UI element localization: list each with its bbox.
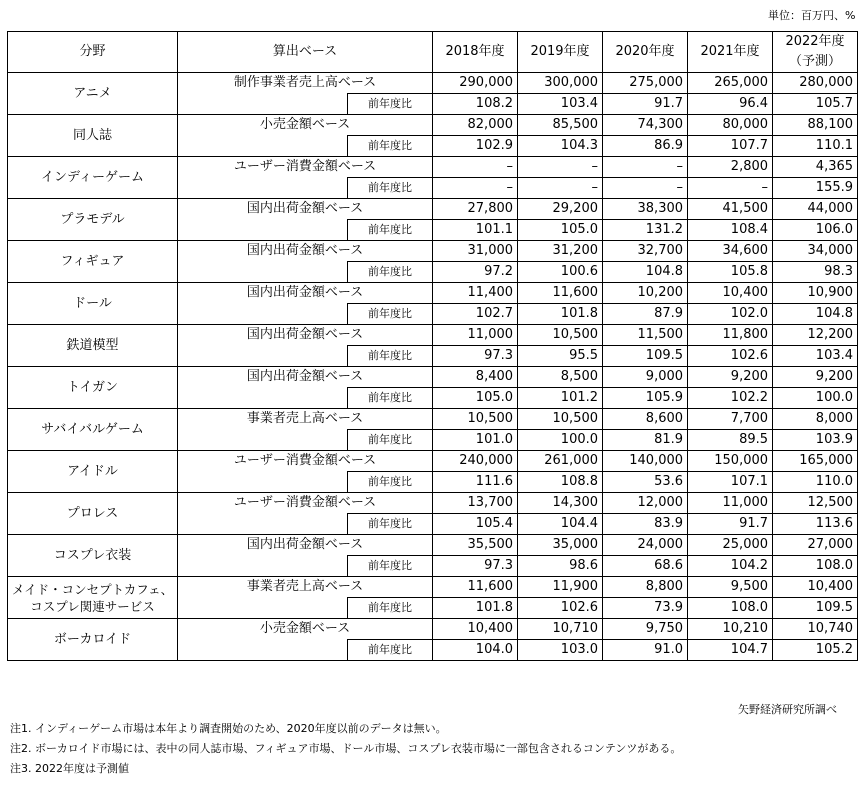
yoy-cell: – bbox=[688, 178, 773, 199]
yoy-cell: 102.0 bbox=[688, 304, 773, 325]
base-blank-cell bbox=[178, 640, 348, 661]
value-cell: 290,000 bbox=[433, 73, 518, 94]
yoy-cell: 109.5 bbox=[773, 598, 858, 619]
yoy-cell: 103.9 bbox=[773, 430, 858, 451]
value-cell: 11,400 bbox=[433, 283, 518, 304]
yoy-cell: 87.9 bbox=[603, 304, 688, 325]
value-cell: 11,600 bbox=[518, 283, 603, 304]
header-forecast-note: （予測） bbox=[789, 54, 842, 69]
base-blank-cell bbox=[178, 94, 348, 115]
yoy-cell: 81.9 bbox=[603, 430, 688, 451]
yoy-label: 前年度比 bbox=[348, 430, 433, 451]
table-row bbox=[8, 73, 858, 94]
value-cell: 150,000 bbox=[688, 451, 773, 472]
value-cell: – bbox=[433, 157, 518, 178]
market-size-table bbox=[7, 31, 858, 661]
yoy-cell: 155.9 bbox=[773, 178, 858, 199]
yoy-label: 前年度比 bbox=[348, 136, 433, 157]
value-cell: – bbox=[518, 157, 603, 178]
category-cell: ボーカロイド bbox=[8, 619, 178, 661]
yoy-cell: – bbox=[433, 178, 518, 199]
category-name-line2: コスプレ関連サービス bbox=[30, 598, 155, 614]
yoy-cell: 97.3 bbox=[433, 346, 518, 367]
yoy-cell: 100.0 bbox=[773, 388, 858, 409]
value-cell: 14,300 bbox=[518, 493, 603, 514]
value-cell: 27,800 bbox=[433, 199, 518, 220]
value-cell: 12,500 bbox=[773, 493, 858, 514]
yoy-cell: 102.7 bbox=[433, 304, 518, 325]
yoy-cell: 106.0 bbox=[773, 220, 858, 241]
value-cell: – bbox=[603, 157, 688, 178]
category-cell: インディーゲーム bbox=[8, 157, 178, 199]
yoy-cell: 91.7 bbox=[688, 514, 773, 535]
value-cell: 9,500 bbox=[688, 577, 773, 598]
value-cell: 10,900 bbox=[773, 283, 858, 304]
table-row bbox=[8, 535, 858, 556]
notes bbox=[10, 719, 681, 779]
yoy-label: 前年度比 bbox=[348, 94, 433, 115]
yoy-cell: 98.3 bbox=[773, 262, 858, 283]
value-cell: 2,800 bbox=[688, 157, 773, 178]
yoy-label: 前年度比 bbox=[348, 598, 433, 619]
category-cell: コスプレ衣装 bbox=[8, 535, 178, 577]
value-cell: 9,200 bbox=[688, 367, 773, 388]
yoy-cell: 100.0 bbox=[518, 430, 603, 451]
value-cell: 38,300 bbox=[603, 199, 688, 220]
value-cell: 8,800 bbox=[603, 577, 688, 598]
yoy-cell: 68.6 bbox=[603, 556, 688, 577]
yoy-cell: 100.6 bbox=[518, 262, 603, 283]
yoy-cell: 102.2 bbox=[688, 388, 773, 409]
value-cell: 27,000 bbox=[773, 535, 858, 556]
yoy-cell: 73.9 bbox=[603, 598, 688, 619]
base-cell: 国内出荷金額ベース bbox=[178, 367, 433, 388]
yoy-cell: 110.1 bbox=[773, 136, 858, 157]
note-1: 注1. インディーゲーム市場は本年より調査開始のため、2020年度以前のデータは無い。 bbox=[10, 722, 447, 735]
base-cell: 事業者売上高ベース bbox=[178, 577, 433, 598]
yoy-cell: 111.6 bbox=[433, 472, 518, 493]
yoy-cell: 131.2 bbox=[603, 220, 688, 241]
yoy-cell: 109.5 bbox=[603, 346, 688, 367]
yoy-cell: 107.7 bbox=[688, 136, 773, 157]
category-cell: プロレス bbox=[8, 493, 178, 535]
value-cell: 31,200 bbox=[518, 241, 603, 262]
value-cell: 12,200 bbox=[773, 325, 858, 346]
yoy-label: 前年度比 bbox=[348, 262, 433, 283]
yoy-cell: 105.2 bbox=[773, 640, 858, 661]
value-cell: 35,000 bbox=[518, 535, 603, 556]
yoy-cell: 101.8 bbox=[433, 598, 518, 619]
source-label: 矢野経済研究所調べ bbox=[738, 703, 837, 716]
yoy-cell: 104.4 bbox=[518, 514, 603, 535]
yoy-label: 前年度比 bbox=[348, 304, 433, 325]
value-cell: 140,000 bbox=[603, 451, 688, 472]
yoy-cell: 107.1 bbox=[688, 472, 773, 493]
value-cell: 74,300 bbox=[603, 115, 688, 136]
value-cell: 35,500 bbox=[433, 535, 518, 556]
yoy-label: 前年度比 bbox=[348, 514, 433, 535]
value-cell: 11,600 bbox=[433, 577, 518, 598]
value-cell: 88,100 bbox=[773, 115, 858, 136]
table-row bbox=[8, 325, 858, 346]
base-cell: 小売金額ベース bbox=[178, 619, 433, 640]
base-blank-cell bbox=[178, 556, 348, 577]
value-cell: 12,000 bbox=[603, 493, 688, 514]
yoy-cell: 103.0 bbox=[518, 640, 603, 661]
yoy-label: 前年度比 bbox=[348, 472, 433, 493]
base-blank-cell bbox=[178, 304, 348, 325]
value-cell: 9,750 bbox=[603, 619, 688, 640]
category-cell: サバイバルゲーム bbox=[8, 409, 178, 451]
yoy-cell: 86.9 bbox=[603, 136, 688, 157]
value-cell: 9,000 bbox=[603, 367, 688, 388]
base-cell: 国内出荷金額ベース bbox=[178, 199, 433, 220]
value-cell: 13,700 bbox=[433, 493, 518, 514]
table-row bbox=[8, 367, 858, 388]
base-cell: ユーザー消費金額ベース bbox=[178, 451, 433, 472]
table-row bbox=[8, 199, 858, 220]
yoy-cell: 104.3 bbox=[518, 136, 603, 157]
yoy-cell: 104.0 bbox=[433, 640, 518, 661]
value-cell: 265,000 bbox=[688, 73, 773, 94]
yoy-cell: 96.4 bbox=[688, 94, 773, 115]
value-cell: 300,000 bbox=[518, 73, 603, 94]
base-blank-cell bbox=[178, 430, 348, 451]
base-blank-cell bbox=[178, 598, 348, 619]
base-cell: 国内出荷金額ベース bbox=[178, 325, 433, 346]
yoy-cell: 83.9 bbox=[603, 514, 688, 535]
yoy-cell: 105.8 bbox=[688, 262, 773, 283]
yoy-cell: 105.0 bbox=[433, 388, 518, 409]
table-row bbox=[8, 493, 858, 514]
yoy-cell: 105.9 bbox=[603, 388, 688, 409]
yoy-cell: 104.2 bbox=[688, 556, 773, 577]
value-cell: 85,500 bbox=[518, 115, 603, 136]
value-cell: 275,000 bbox=[603, 73, 688, 94]
yoy-cell: 95.5 bbox=[518, 346, 603, 367]
value-cell: 7,700 bbox=[688, 409, 773, 430]
yoy-cell: 53.6 bbox=[603, 472, 688, 493]
yoy-cell: 108.0 bbox=[688, 598, 773, 619]
value-cell: 8,000 bbox=[773, 409, 858, 430]
base-blank-cell bbox=[178, 220, 348, 241]
yoy-label: 前年度比 bbox=[348, 388, 433, 409]
value-cell: 9,200 bbox=[773, 367, 858, 388]
yoy-cell: 91.7 bbox=[603, 94, 688, 115]
note-3: 注3. 2022年度は予測値 bbox=[10, 762, 129, 775]
yoy-label: 前年度比 bbox=[348, 346, 433, 367]
header-year: 2018年度 bbox=[433, 32, 518, 73]
value-cell: 11,000 bbox=[688, 493, 773, 514]
value-cell: 280,000 bbox=[773, 73, 858, 94]
value-cell: 80,000 bbox=[688, 115, 773, 136]
yoy-cell: 108.8 bbox=[518, 472, 603, 493]
category-name: メイド・コンセプトカフェ、 bbox=[11, 581, 174, 597]
header-field: 分野 bbox=[8, 32, 178, 73]
base-cell: 事業者売上高ベース bbox=[178, 409, 433, 430]
value-cell: 8,400 bbox=[433, 367, 518, 388]
header-year: 2020年度 bbox=[603, 32, 688, 73]
yoy-cell: – bbox=[518, 178, 603, 199]
value-cell: 32,700 bbox=[603, 241, 688, 262]
base-cell: 制作事業者売上高ベース bbox=[178, 73, 433, 94]
value-cell: 8,500 bbox=[518, 367, 603, 388]
value-cell: 10,710 bbox=[518, 619, 603, 640]
yoy-cell: 105.4 bbox=[433, 514, 518, 535]
yoy-cell: 102.9 bbox=[433, 136, 518, 157]
value-cell: 11,800 bbox=[688, 325, 773, 346]
yoy-cell: – bbox=[603, 178, 688, 199]
yoy-cell: 103.4 bbox=[518, 94, 603, 115]
table-row bbox=[8, 409, 858, 430]
header-base: 算出ベース bbox=[178, 32, 433, 73]
category-cell: 同人誌 bbox=[8, 115, 178, 157]
note-2: 注2. ボーカロイド市場には、表中の同人誌市場、フィギュア市場、ドール市場、コスプレ衣装市場に一部包含されるコンテンツがある。 bbox=[10, 742, 682, 755]
category-cell: フィギュア bbox=[8, 241, 178, 283]
yoy-cell: 105.0 bbox=[518, 220, 603, 241]
yoy-cell: 101.2 bbox=[518, 388, 603, 409]
value-cell: 34,000 bbox=[773, 241, 858, 262]
value-cell: 11,500 bbox=[603, 325, 688, 346]
base-blank-cell bbox=[178, 346, 348, 367]
value-cell: 82,000 bbox=[433, 115, 518, 136]
value-cell: 10,200 bbox=[603, 283, 688, 304]
value-cell: 44,000 bbox=[773, 199, 858, 220]
value-cell: 41,500 bbox=[688, 199, 773, 220]
category-cell: トイガン bbox=[8, 367, 178, 409]
value-cell: 11,900 bbox=[518, 577, 603, 598]
yoy-cell: 108.2 bbox=[433, 94, 518, 115]
value-cell: 10,210 bbox=[688, 619, 773, 640]
base-blank-cell bbox=[178, 262, 348, 283]
header-year: 2021年度 bbox=[688, 32, 773, 73]
yoy-cell: 102.6 bbox=[518, 598, 603, 619]
yoy-cell: 97.2 bbox=[433, 262, 518, 283]
yoy-cell: 103.4 bbox=[773, 346, 858, 367]
yoy-cell: 113.6 bbox=[773, 514, 858, 535]
category-cell: アニメ bbox=[8, 73, 178, 115]
table-row bbox=[8, 619, 858, 640]
yoy-cell: 104.8 bbox=[773, 304, 858, 325]
base-blank-cell bbox=[178, 388, 348, 409]
yoy-cell: 101.1 bbox=[433, 220, 518, 241]
table-row bbox=[8, 283, 858, 304]
base-blank-cell bbox=[178, 514, 348, 535]
value-cell: 10,400 bbox=[688, 283, 773, 304]
base-blank-cell bbox=[178, 472, 348, 493]
value-cell: 11,000 bbox=[433, 325, 518, 346]
value-cell: 10,400 bbox=[773, 577, 858, 598]
header-year: 2019年度 bbox=[518, 32, 603, 73]
value-cell: 240,000 bbox=[433, 451, 518, 472]
yoy-cell: 105.7 bbox=[773, 94, 858, 115]
value-cell: 31,000 bbox=[433, 241, 518, 262]
table-row bbox=[8, 451, 858, 472]
yoy-label: 前年度比 bbox=[348, 640, 433, 661]
value-cell: 261,000 bbox=[518, 451, 603, 472]
base-blank-cell bbox=[178, 178, 348, 199]
value-cell: 10,500 bbox=[518, 409, 603, 430]
category-cell bbox=[8, 577, 178, 619]
header-row bbox=[8, 32, 858, 73]
value-cell: 34,600 bbox=[688, 241, 773, 262]
value-cell: 165,000 bbox=[773, 451, 858, 472]
yoy-cell: 101.0 bbox=[433, 430, 518, 451]
yoy-cell: 102.6 bbox=[688, 346, 773, 367]
value-cell: 10,500 bbox=[518, 325, 603, 346]
base-cell: 国内出荷金額ベース bbox=[178, 283, 433, 304]
category-cell: プラモデル bbox=[8, 199, 178, 241]
table-row bbox=[8, 115, 858, 136]
yoy-cell: 89.5 bbox=[688, 430, 773, 451]
value-cell: 25,000 bbox=[688, 535, 773, 556]
header-year-forecast bbox=[773, 32, 858, 73]
yoy-label: 前年度比 bbox=[348, 220, 433, 241]
value-cell: 8,600 bbox=[603, 409, 688, 430]
yoy-cell: 108.0 bbox=[773, 556, 858, 577]
yoy-cell: 97.3 bbox=[433, 556, 518, 577]
yoy-cell: 91.0 bbox=[603, 640, 688, 661]
yoy-cell: 104.8 bbox=[603, 262, 688, 283]
yoy-cell: 108.4 bbox=[688, 220, 773, 241]
category-cell: アイドル bbox=[8, 451, 178, 493]
unit-label: 単位：百万円、% bbox=[768, 9, 856, 22]
value-cell: 24,000 bbox=[603, 535, 688, 556]
table-row bbox=[8, 241, 858, 262]
table-row bbox=[8, 157, 858, 178]
base-cell: ユーザー消費金額ベース bbox=[178, 157, 433, 178]
value-cell: 10,740 bbox=[773, 619, 858, 640]
base-cell: 小売金額ベース bbox=[178, 115, 433, 136]
base-cell: ユーザー消費金額ベース bbox=[178, 493, 433, 514]
yoy-cell: 110.0 bbox=[773, 472, 858, 493]
base-blank-cell bbox=[178, 136, 348, 157]
base-cell: 国内出荷金額ベース bbox=[178, 535, 433, 556]
value-cell: 10,500 bbox=[433, 409, 518, 430]
category-cell: ドール bbox=[8, 283, 178, 325]
value-cell: 4,365 bbox=[773, 157, 858, 178]
yoy-cell: 101.8 bbox=[518, 304, 603, 325]
yoy-label: 前年度比 bbox=[348, 556, 433, 577]
category-cell: 鉄道模型 bbox=[8, 325, 178, 367]
table-row bbox=[8, 577, 858, 598]
yoy-cell: 104.7 bbox=[688, 640, 773, 661]
header-year-last: 2022年度 bbox=[785, 34, 845, 49]
value-cell: 29,200 bbox=[518, 199, 603, 220]
yoy-cell: 98.6 bbox=[518, 556, 603, 577]
yoy-label: 前年度比 bbox=[348, 178, 433, 199]
value-cell: 10,400 bbox=[433, 619, 518, 640]
base-cell: 国内出荷金額ベース bbox=[178, 241, 433, 262]
